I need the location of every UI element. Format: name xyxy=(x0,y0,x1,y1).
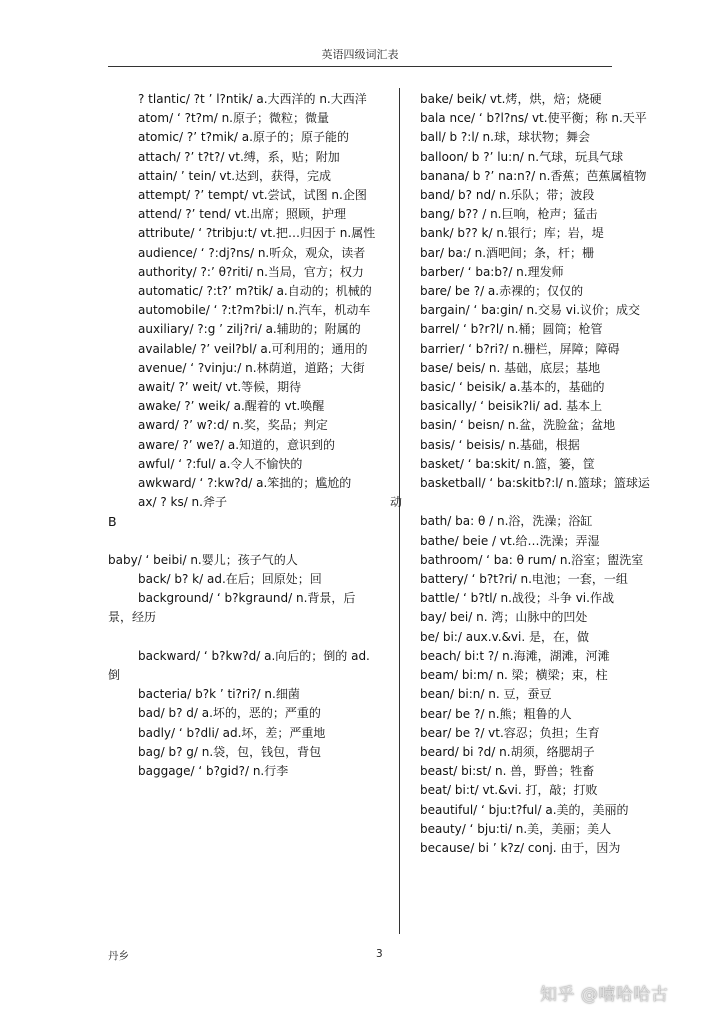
vocab-entry: bear/ be ?/ n.熊；粗鲁的人 xyxy=(420,706,572,721)
vocab-entry: badly/ ‘ b?dli/ ad.坏，差；严重地 xyxy=(138,725,326,740)
vocab-entry: be/ bi:/ aux.v.&vi. 是，在，做 xyxy=(420,629,589,644)
vocab-entry: bathroom/ ‘ ba: θ rum/ n.浴室；盥洗室 xyxy=(420,552,644,567)
vocab-entry: award/ ?’ w?:d/ n.奖，奖品；判定 xyxy=(138,418,328,433)
vocab-entry: automobile/ ‘ ?:t?m?bi:l/ n.汽车，机动车 xyxy=(138,303,371,318)
vocab-entry: atom/ ‘ ?t?m/ n.原子；微粒；微量 xyxy=(138,111,329,126)
section-letter: B xyxy=(108,514,117,530)
vocab-entry: basket/ ‘ ba:skit/ n.篮，篓，筐 xyxy=(420,456,595,471)
vocab-entry: beauty/ ‘ bju:ti/ n.美，美丽；美人 xyxy=(420,821,612,836)
vocab-entry: aware/ ?’ we?/ a.知道的，意识到的 xyxy=(138,437,336,452)
vocab-entry: barrel/ ‘ b?r?l/ n.桶；圆筒；枪管 xyxy=(420,322,603,337)
vocab-entry: bare/ be ?/ a.赤裸的；仅仅的 xyxy=(420,284,584,299)
vocab-entry: background/ ‘ b?kgraund/ n.背景，后景，经历 xyxy=(108,591,356,625)
vocab-entry: barber/ ‘ ba:b?/ n.理发师 xyxy=(420,264,564,279)
vocab-entry: basis/ ‘ beisis/ n.基础，根据 xyxy=(420,437,580,452)
vocab-entry: attempt/ ?’ tempt/ vt.尝试，试图 n.企图 xyxy=(138,188,367,203)
vocab-entry: beat/ bi:t/ vt.&vi. 打，敲；打败 xyxy=(420,783,598,798)
vocab-entry: available/ ?’ veil?bl/ a.可利用的；通用的 xyxy=(138,341,368,356)
vocab-entry: bad/ b? d/ a.坏的，恶的；严重的 xyxy=(138,706,321,721)
vocab-entry: bar/ ba:/ n.酒吧间；条，杆；栅 xyxy=(420,245,595,260)
vocab-entry: attach/ ?’ t?t?/ vt.缚，系，贴；附加 xyxy=(138,149,340,164)
vocab-entry: beard/ bi ?d/ n.胡须，络腮胡子 xyxy=(420,744,595,759)
vocab-entry: await/ ?’ weit/ vt.等候，期待 xyxy=(138,380,302,395)
vocab-entry: beast/ bi:st/ n. 兽，野兽；牲畜 xyxy=(420,764,595,779)
vocab-entry: auxiliary/ ?:g ’ zilj?ri/ a.辅助的；附属的 xyxy=(138,322,361,337)
vocab-entry: bang/ b?? / n.巨响，枪声；猛击 xyxy=(420,207,598,222)
vocab-entry: basic/ ‘ beisik/ a.基本的，基础的 xyxy=(420,380,605,395)
footer-left-text: 丹乡 xyxy=(108,950,129,962)
vocab-entry: because/ bi ’ k?z/ conj. 由于，因为 xyxy=(420,840,621,855)
vocab-entry: bath/ ba: θ / n.浴，洗澡；浴缸 xyxy=(420,514,593,529)
vocab-entry: awake/ ?’ weik/ a.醒着的 vt.唤醒 xyxy=(138,399,325,414)
vocab-entry: avenue/ ‘ ?vinju:/ n.林荫道，道路；大街 xyxy=(138,360,365,375)
vocab-entry: authority/ ?:’ θ?riti/ n.当局，官方；权力 xyxy=(138,264,364,279)
vocab-entry: barrier/ ‘ b?ri?/ n.栅栏，屏障；障碍 xyxy=(420,341,620,356)
vocab-entry: band/ b? nd/ n.乐队；带；波段 xyxy=(420,188,595,203)
vocab-entry: base/ beis/ n. 基础，底层；基地 xyxy=(420,360,601,375)
page-header-title: 英语四级词汇表 xyxy=(321,48,399,61)
vocab-entry: ax/ ? ks/ n.斧子 xyxy=(138,495,227,510)
vocab-entry: awful/ ‘ ?:ful/ a.令人不愉快的 xyxy=(138,456,303,471)
vocab-entry: bank/ b?? k/ n.银行；库；岩，堤 xyxy=(420,226,604,241)
vocab-entry: battery/ ‘ b?t?ri/ n.电池；一套，一组 xyxy=(420,572,628,587)
blank-line xyxy=(108,532,376,551)
vocab-entry: bean/ bi:n/ n. 豆，蚕豆 xyxy=(420,687,552,702)
vocab-entry: bacteria/ b?k ’ ti?ri?/ n.细菌 xyxy=(138,687,300,702)
vocab-entry: banana/ b ?’ na:n?/ n.香蕉；芭蕉属植物 xyxy=(420,168,647,183)
header-rule xyxy=(108,66,612,67)
vocab-entry: balloon/ b ?’ lu:n/ n.气球，玩具气球 xyxy=(420,149,624,164)
vocab-entry: atomic/ ?’ t?mik/ a.原子的；原子能的 xyxy=(138,130,349,145)
vocab-entry: bear/ be ?/ vt.容忍；负担；生育 xyxy=(420,725,600,740)
vocab-entry: attribute/ ‘ ?tribju:t/ vt.把…归因于 n.属性 xyxy=(138,226,376,241)
vocab-entry: baby/ ‘ beibi/ n.婴儿；孩子气的人 xyxy=(108,552,298,567)
vocab-entry: baggage/ ‘ b?gid?/ n.行李 xyxy=(138,764,289,779)
blank-line xyxy=(108,628,376,647)
vocab-entry: bay/ bei/ n. 湾；山脉中的凹处 xyxy=(420,610,588,625)
vocab-entry: back/ b? k/ ad.在后；回原处；回 xyxy=(138,572,322,587)
vocab-entry: backward/ ‘ b?kw?d/ a.向后的；倒的 ad.倒 xyxy=(108,648,370,683)
vocab-entry: bag/ b? g/ n.袋，包，钱包，背包 xyxy=(138,744,322,759)
left-column xyxy=(108,90,376,781)
vocab-entry: attain/ ’ tein/ vt.达到，获得，完成 xyxy=(138,168,332,183)
vocab-entry: bathe/ beie / vt.给…洗澡；弄湿 xyxy=(420,533,600,548)
watermark-text: 知乎 @嘻哈哈古 xyxy=(540,985,669,1005)
vocab-entry: ? tlantic/ ?t ’ l?ntik/ a.大西洋的 n.大西洋 xyxy=(138,92,367,106)
vocab-entry: battle/ ‘ b?tl/ n.战役；斗争 vi.作战 xyxy=(420,591,614,606)
vocab-entry: ball/ b ?:l/ n.球，球状物；舞会 xyxy=(420,130,590,145)
vocab-entry: beach/ bi:t ?/ n.海滩，湖滩，河滩 xyxy=(420,648,610,663)
vocab-entry: attend/ ?’ tend/ vt.出席；照顾，护理 xyxy=(138,207,347,222)
vocab-entry: bala nce/ ‘ b?l?ns/ vt.使平衡；称 n.天平 xyxy=(420,111,647,126)
vocab-entry: beautiful/ ‘ bju:t?ful/ a.美的，美丽的 xyxy=(420,802,629,817)
vocab-entry: basically/ ‘ beisik?li/ ad. 基本上 xyxy=(420,399,603,414)
page-number: 3 xyxy=(376,948,383,960)
vocab-entry: audience/ ‘ ?:dj?ns/ n.听众，观众，读者 xyxy=(138,245,366,260)
vocab-entry: bargain/ ‘ ba:gin/ n.交易 vi.议价；成交 xyxy=(420,303,641,318)
right-column xyxy=(390,90,658,858)
vocab-entry: basketball/ ‘ ba:skitb?:l/ n.篮球；篮球运动 xyxy=(390,476,650,510)
vocab-entry: bake/ beik/ vt.烤，烘，焙；烧硬 xyxy=(420,92,602,106)
vocab-entry: beam/ bi:m/ n. 梁；横梁；束，柱 xyxy=(420,668,608,683)
vocab-entry: awkward/ ‘ ?:kw?d/ a.笨拙的；尴尬的 xyxy=(138,476,352,491)
vocab-entry: basin/ ‘ beisn/ n.盆，洗脸盆；盆地 xyxy=(420,418,616,433)
vocab-entry: automatic/ ?:t?’ m?tik/ a.自动的；机械的 xyxy=(138,284,372,299)
